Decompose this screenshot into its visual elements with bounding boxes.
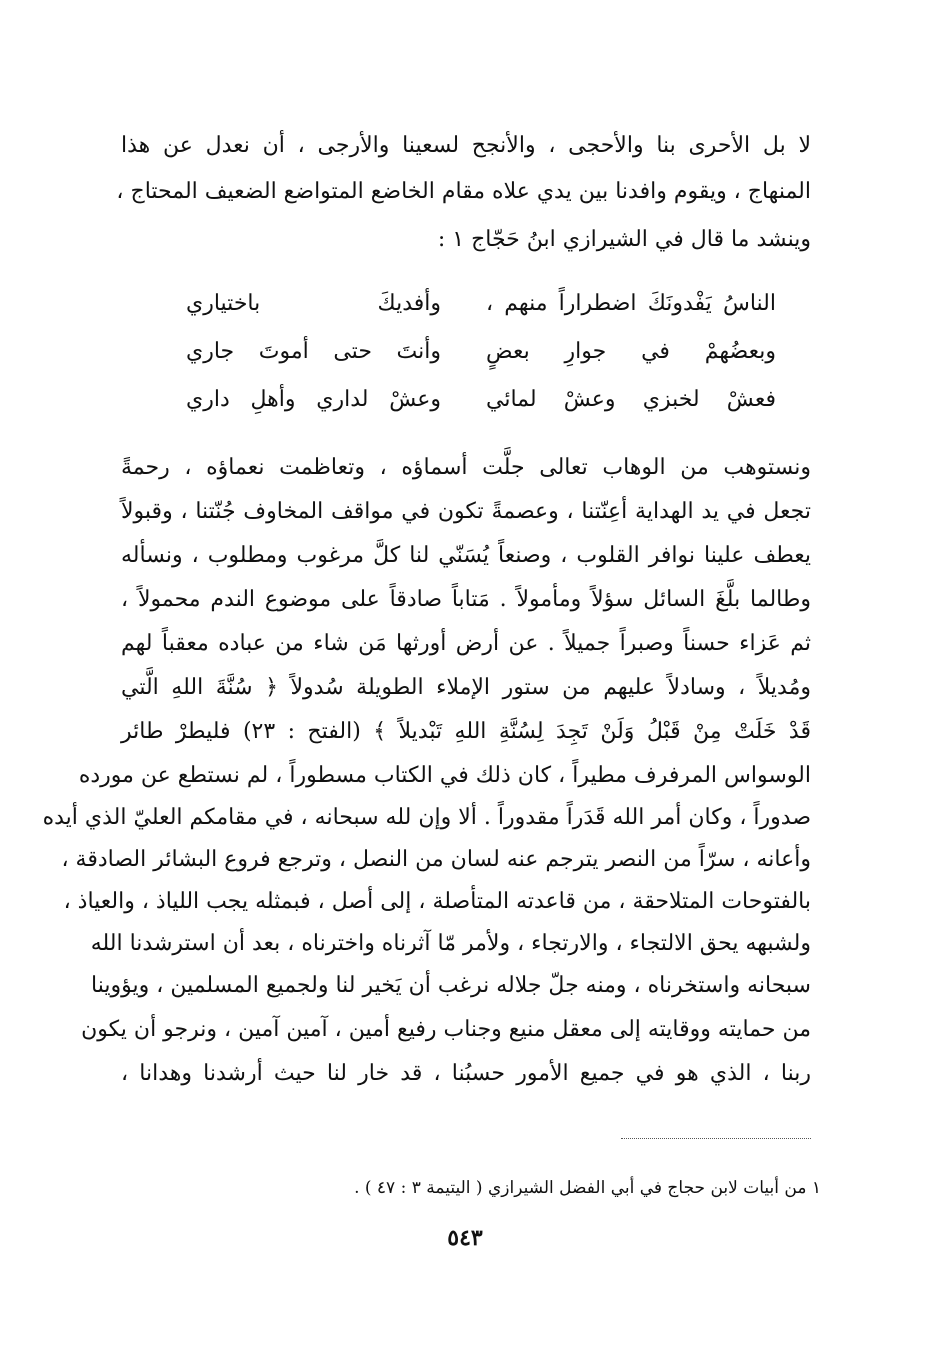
poem-verse-2-second-hemistich: وأنتَ حتى أموتَ جاري <box>186 339 441 364</box>
poem-verse-3-first-hemistich: فعشْ لخبزي وعشْ لمائي <box>486 387 776 412</box>
paragraph2-line-3: يعطف علينا نوافر القلوب ، وصنعاً يُسَنّي لنا كلَّ مرغوب ومطلوب ، ونسأله <box>121 543 811 568</box>
paragraph2-line-14: من حمايته ووقايته إلى معقل منيع وجناب رفيع أمين ، آمين آمين ، ونرجو أن يكون <box>81 1017 811 1042</box>
paragraph2-line-13: سبحانه واستخرناه ، ومنه جلّ جلاله نرغب أن يَخير لنا ولجميع المسلمين ، ويؤوينا <box>91 973 811 998</box>
paragraph2-line-9: صدوراً ، وكان أمر الله قَدَراً مقدوراً . ألا وإن لله سبحانه ، في مقامكم العليّ الذي أيده <box>42 805 811 830</box>
paragraph2-line-8: الوسواس المرفرف مطيراً ، كان ذلك في الكتاب مسطوراً ، لم نستطع عن مورده <box>78 763 811 788</box>
page-number: ٥٤٣ <box>447 1225 483 1251</box>
paragraph2-line-12: ولشبهه يحق الالتجاء ، والارتجاء ، ولأمر مّا آثرناه واخترناه ، بعد أن استرشدنا الله <box>90 931 811 956</box>
poem-verse-2-first-hemistich: وبعضُهمْ في جوارِ بعضٍ <box>486 339 776 364</box>
poem-verse-3 <box>186 380 776 420</box>
paragraph2-line-1: ونستوهب من الوهاب تعالى جلَّت أسماؤه ، وتعاظمت نعماؤه ، رحمةً <box>121 455 811 480</box>
paragraph1-line-3: وينشد ما قال في الشيرازي ابنُ حَجّاج ١ : <box>437 227 811 252</box>
footnote: ١ من أبيات لابن حجاج في أبي الفضل الشيرازي ( اليتيمة ٣ : ٤٧ ) . <box>354 1178 821 1198</box>
poem-verse-1-second-hemistich: وأفديكَ باختياري <box>186 291 441 316</box>
paragraph2-line-11: بالفتوحات المتلاحقة ، من قاعدته المتأصلة ، إلى أصل ، فبمثله يجب اللياذ ، والعياذ ، <box>63 889 811 914</box>
paragraph2-line-4: وطالما بلَّغَ السائل سؤلاً ومأمولاً . مَتاباً صادقاً على موضوع الندم محمولاً ، <box>121 587 811 612</box>
footnote-separator <box>621 1138 811 1139</box>
paragraph2-line-7: قَدْ خَلَتْ مِنْ قَبْلُ وَلَنْ تَجِدَ لِسُنَّةِ اللهِ تَبْديلاً ﴾ (الفتح : ٢٣) فليطرْ طائر <box>121 719 811 744</box>
poem-verse-2 <box>186 332 776 372</box>
poem-verse-3-second-hemistich: وعشْ لداري وأهلِ داري <box>186 387 441 412</box>
poem-verse-1-first-hemistich: الناسُ يَفْدونَكَ اضطراراً منهم ، <box>486 291 776 316</box>
poem-verse-1 <box>186 284 776 324</box>
paragraph2-line-2: تجعل في يد الهداية أعِنّتنا ، وعصمةً تكون في مواقف المخاوف جُنّتنا ، وقبولاً <box>121 499 811 524</box>
paragraph2-line-5: ثم عَزاء حسناً وصبراً جميلاً . عن أرض أورثها مَن شاء من عباده معقباً لهم <box>121 631 811 656</box>
paragraph2-line-10: وأعانه ، سرّاً من النصر يترجم عنه لسان من النصل ، وترجع فروع البشائر الصادقة ، <box>61 847 811 872</box>
paragraph1-line-2: المنهاج ، ويقوم وافدنا بين يدي علاه مقام الخاضع المتواضع الضعيف المحتاج ، <box>116 179 811 204</box>
paragraph1-line-1: لا بل الأحرى بنا والأحجى ، والأنجح لسعينا والأرجى ، أن نعدل عن هذا <box>121 133 811 158</box>
paragraph2-line-15: ربنا ، الذي هو في جميع الأمور حسبُنا ، قد خار لنا حيث أرشدنا وهدانا ، <box>121 1061 811 1086</box>
paragraph2-line-6: ومُديلاً ، وسادلاً عليهم من ستور الإملاء الطويلة سُدولاً ﴿ سُنَّةَ اللهِ الَّتي <box>121 675 811 700</box>
